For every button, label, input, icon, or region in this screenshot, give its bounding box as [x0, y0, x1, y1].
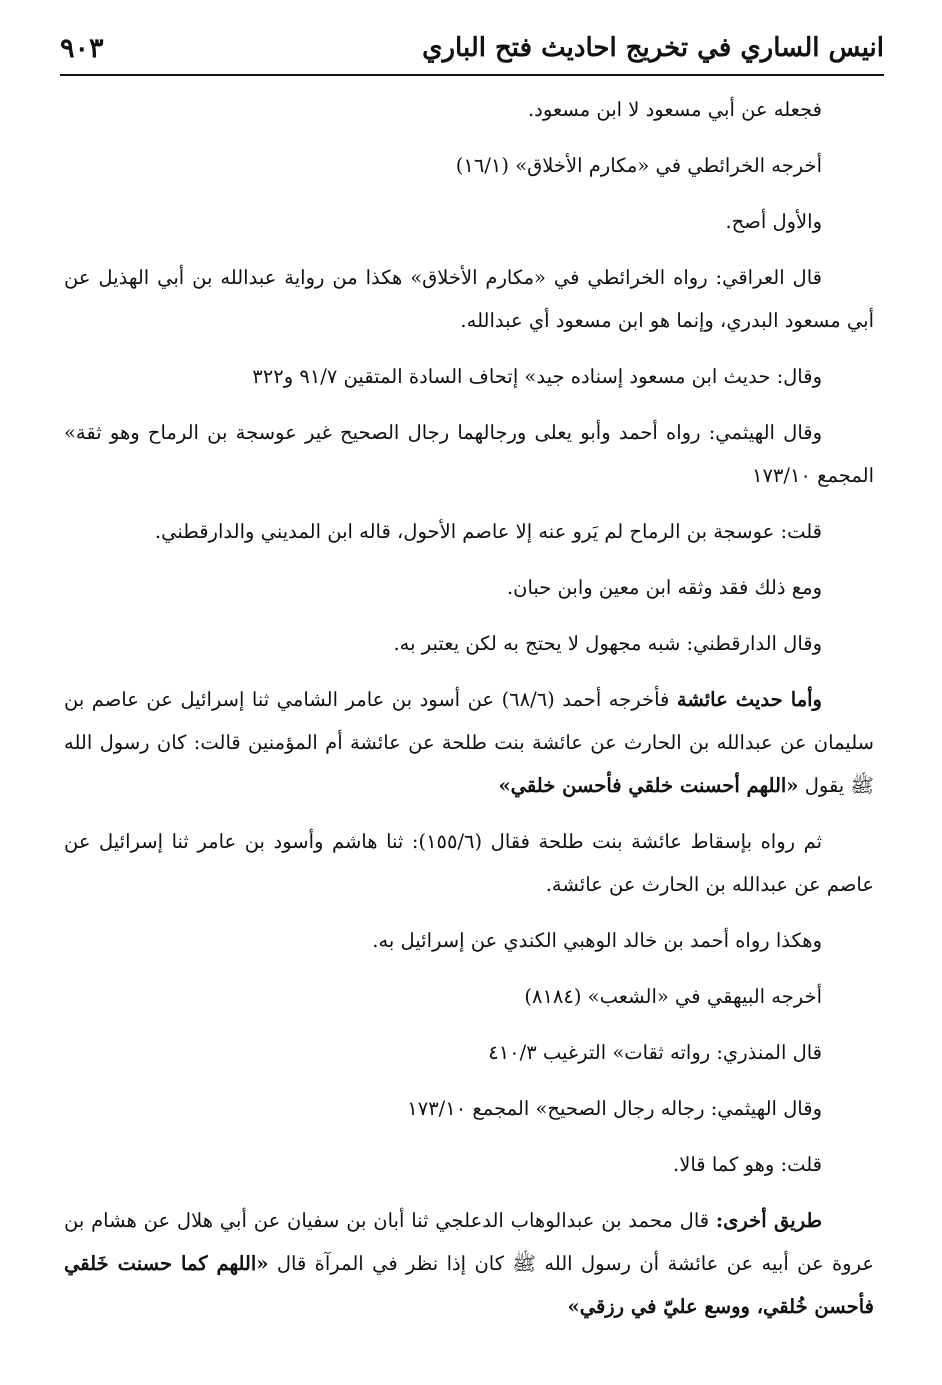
paragraph: [64, 678, 874, 807]
running-header: [60, 26, 884, 70]
paragraph: وقال: حديث ابن مسعود إسناده جيد» إتحاف السادة المتقين ٩١/٧ و٣٢٢: [252, 365, 822, 388]
paragraph: قال العراقي: رواه الخرائطي في «مكارم الأخلاق» هكذا من رواية عبدالله بن أبي الهذيل عن أبي مسعود البدري، وإنما هو ابن مسعود أي عبدالله.: [64, 266, 874, 332]
page-number: ٩٠٣: [60, 32, 104, 64]
paragraph: فجعله عن أبي مسعود لا ابن مسعود.: [527, 98, 822, 121]
paragraph-lead: طريق أخرى:: [715, 1209, 822, 1232]
hadith-quote: «اللهم كما حسنت خَلقي فأحسن خُلقي، ووسع عليّ في رزقي»: [64, 1252, 874, 1318]
paragraph: والأول أصح.: [725, 210, 822, 233]
paragraph: ومع ذلك فقد وثقه ابن معين وابن حبان.: [506, 576, 822, 599]
paragraph: وقال الهيثمي: رجاله رجال الصحيح» المجمع ١٧٣/١٠: [407, 1097, 822, 1120]
paragraph: وقال الدارقطني: شبه مجهول لا يحتج به لكن يعتبر به.: [393, 632, 822, 655]
paragraph: قال المنذري: رواته ثقات» الترغيب ٤١٠/٣: [488, 1041, 822, 1064]
paragraph: وهكذا رواه أحمد بن خالد الوهبي الكندي عن إسرائيل به.: [372, 929, 822, 952]
paragraph: أخرجه الخرائطي في «مكارم الأخلاق» (١٦/١): [455, 154, 822, 177]
paragraph-text: قال محمد بن عبدالوهاب الدعلجي ثنا أبان بن سفيان عن أبي هلال عن هشام بن عروة عن أبيه عن عائشة أن رسول الله ﷺ كان إذا نظر في المرآة قال: [64, 1209, 874, 1275]
paragraph: أخرجه البيهقي في «الشعب» (٨١٨٤): [524, 985, 822, 1008]
paragraph-text: فأخرجه أحمد (٦٨/٦) عن أسود بن عامر الشامي ثنا إسرائيل عن عاصم بن سليمان عن عبدالله بن الحارث عن عائشة بنت طلحة عن عائشة أم المؤمنين قالت: كان رسول الله ﷺ يقول: [64, 688, 874, 797]
header-rule: [60, 74, 884, 76]
page-body: [64, 88, 874, 1341]
paragraph: ثم رواه بإسقاط عائشة بنت طلحة فقال (١٥٥/٦): ثنا هاشم وأسود بن عامر ثنا إسرائيل عن عاصم عن عبدالله بن الحارث عن عائشة.: [64, 830, 874, 896]
paragraph: قلت: وهو كما قالا.: [673, 1153, 822, 1176]
paragraph: وقال الهيثمي: رواه أحمد وأبو يعلى ورجالهما رجال الصحيح غير عوسجة بن الرماح وهو ثقة» المجمع ١٧٣/١٠: [64, 421, 874, 487]
header-title: انيس الساري في تخريج احاديث فتح الباري: [422, 33, 884, 63]
hadith-quote: «اللهم أحسنت خلقي فأحسن خلقي»: [498, 774, 799, 797]
paragraph-lead: وأما حديث عائشة: [676, 688, 822, 711]
paragraph: قلت: عوسجة بن الرماح لم يَرو عنه إلا عاصم الأحول، قاله ابن المديني والدارقطني.: [154, 520, 822, 543]
paragraph: [64, 1199, 874, 1328]
